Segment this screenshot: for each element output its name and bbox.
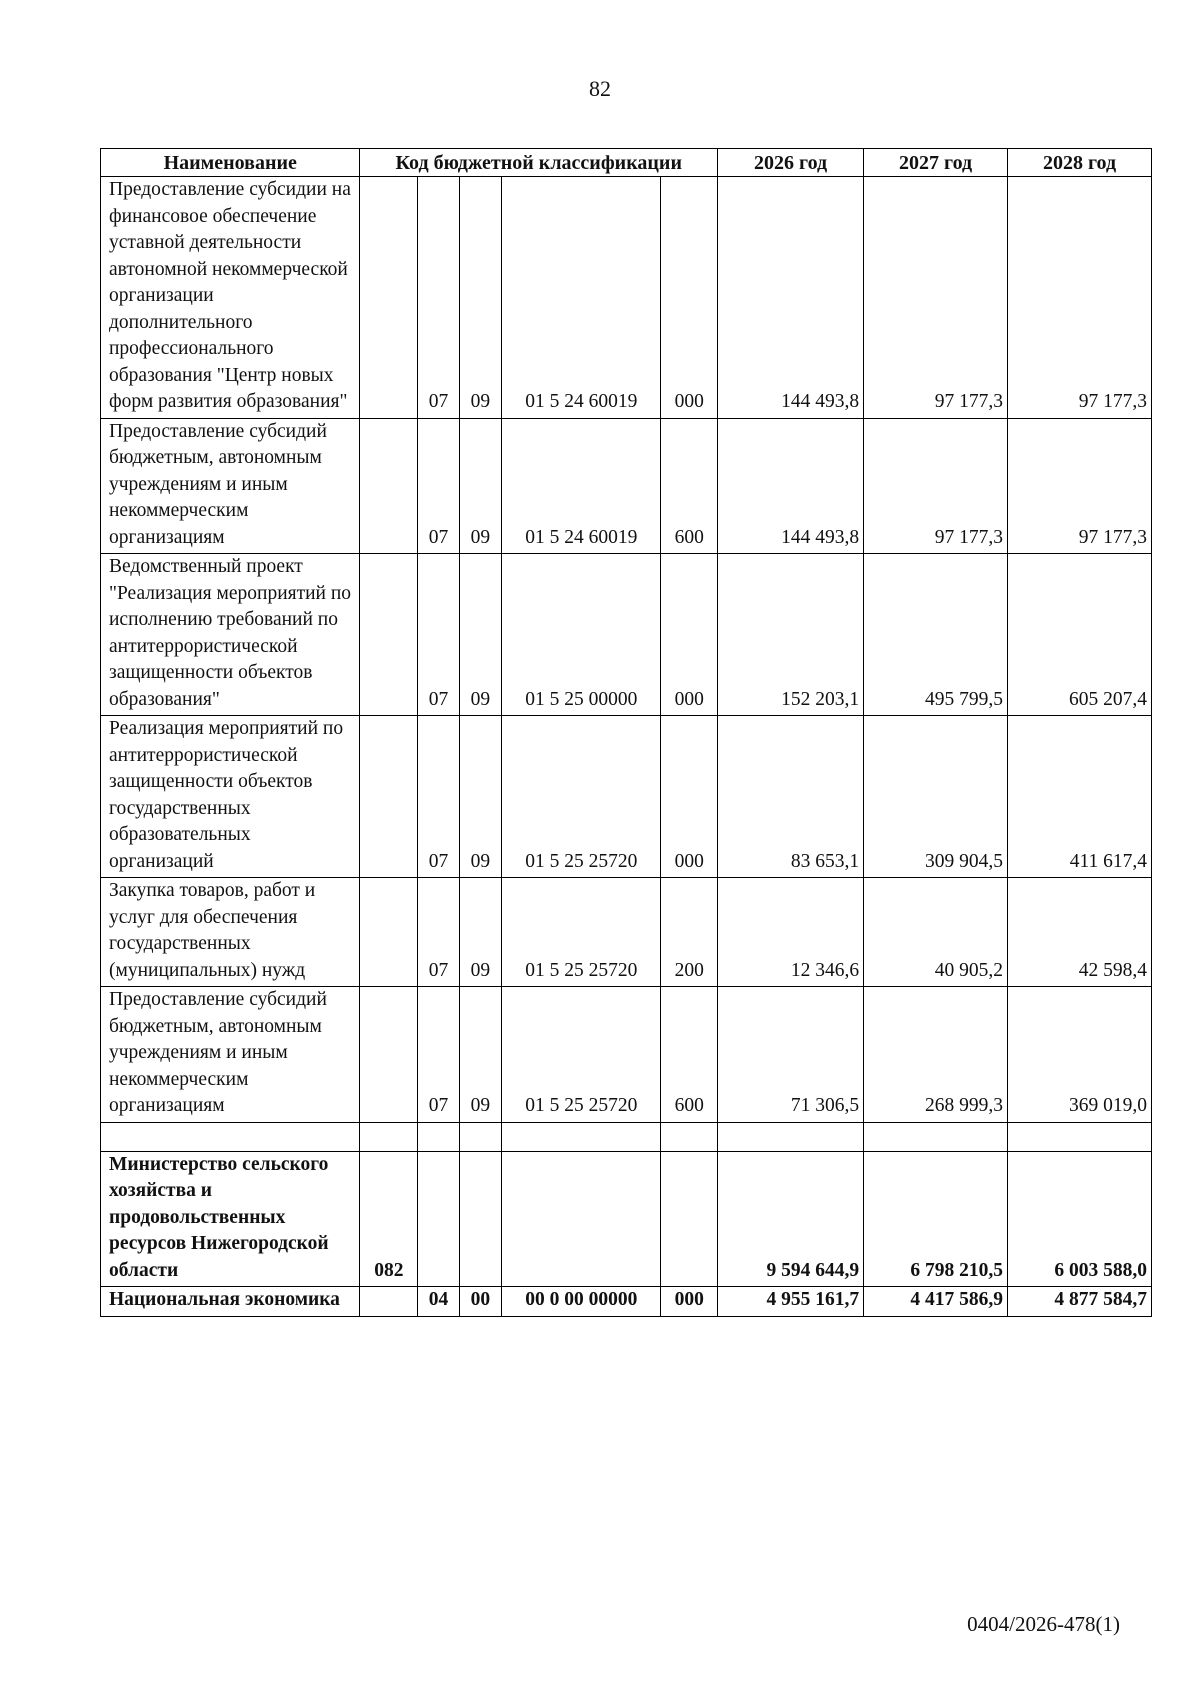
row-name: Предоставление субсидий бюджетным, автономным учреждениям и иным некоммерческим организациям bbox=[101, 987, 360, 1123]
value-2028: 42 598,4 bbox=[1008, 878, 1152, 987]
page-number: 82 bbox=[589, 76, 611, 101]
value-2027: 6 798 210,5 bbox=[864, 1151, 1008, 1287]
row-name bbox=[101, 1122, 360, 1151]
ministry-code bbox=[360, 878, 418, 987]
value-2027: 309 904,5 bbox=[864, 716, 1008, 878]
target-code: 01 5 25 25720 bbox=[502, 878, 661, 987]
header-2027: 2027 год bbox=[864, 149, 1008, 177]
value-2026: 12 346,6 bbox=[718, 878, 864, 987]
subsection-code: 09 bbox=[459, 987, 502, 1123]
table-row bbox=[101, 554, 1152, 716]
expense-code: 200 bbox=[661, 878, 718, 987]
value-2028: 605 207,4 bbox=[1008, 554, 1152, 716]
table-row bbox=[101, 177, 1152, 419]
ministry-code: 082 bbox=[360, 1151, 418, 1287]
value-2026: 144 493,8 bbox=[718, 177, 864, 419]
subsection-code: 09 bbox=[459, 716, 502, 878]
spacer-row bbox=[101, 1122, 1152, 1151]
value-2028 bbox=[1008, 1122, 1152, 1151]
section-code: 07 bbox=[418, 878, 459, 987]
value-2027: 40 905,2 bbox=[864, 878, 1008, 987]
header-2028: 2028 год bbox=[1008, 149, 1152, 177]
value-2027: 4 417 586,9 bbox=[864, 1287, 1008, 1317]
header-2026: 2026 год bbox=[718, 149, 864, 177]
budget-table bbox=[100, 148, 1152, 1317]
subsection-code: 09 bbox=[459, 878, 502, 987]
subsection-code: 09 bbox=[459, 177, 502, 419]
table-body bbox=[101, 177, 1152, 1317]
expense-code: 600 bbox=[661, 418, 718, 554]
row-name: Предоставление субсидии на финансовое обеспечение уставной деятельности автономной некоммерческой организации дополнительного профессионального образования "Центр новых форм развития образования" bbox=[101, 177, 360, 419]
value-2028: 97 177,3 bbox=[1008, 177, 1152, 419]
target-code bbox=[502, 1151, 661, 1287]
value-2026: 71 306,5 bbox=[718, 987, 864, 1123]
section-code: 07 bbox=[418, 716, 459, 878]
ministry-code bbox=[360, 177, 418, 419]
value-2028: 4 877 584,7 bbox=[1008, 1287, 1152, 1317]
row-name: Национальная экономика bbox=[101, 1287, 360, 1317]
section-code: 07 bbox=[418, 554, 459, 716]
section-code: 04 bbox=[418, 1287, 459, 1317]
subsection-code: 09 bbox=[459, 554, 502, 716]
value-2028: 369 019,0 bbox=[1008, 987, 1152, 1123]
value-2026 bbox=[718, 1122, 864, 1151]
table-row bbox=[101, 418, 1152, 554]
value-2027: 97 177,3 bbox=[864, 177, 1008, 419]
ministry-code bbox=[360, 1122, 418, 1151]
document-id: 0404/2026-478(1) bbox=[967, 1612, 1120, 1636]
target-code: 01 5 25 00000 bbox=[502, 554, 661, 716]
value-2026: 4 955 161,7 bbox=[718, 1287, 864, 1317]
ministry-code bbox=[360, 987, 418, 1123]
section-code: 07 bbox=[418, 987, 459, 1123]
table-row bbox=[101, 878, 1152, 987]
value-2027: 97 177,3 bbox=[864, 418, 1008, 554]
expense-code: 000 bbox=[661, 716, 718, 878]
target-code: 01 5 24 60019 bbox=[502, 177, 661, 419]
value-2026: 9 594 644,9 bbox=[718, 1151, 864, 1287]
value-2027 bbox=[864, 1122, 1008, 1151]
target-code: 01 5 25 25720 bbox=[502, 987, 661, 1123]
expense-code: 600 bbox=[661, 987, 718, 1123]
expense-code bbox=[661, 1122, 718, 1151]
value-2026: 152 203,1 bbox=[718, 554, 864, 716]
target-code: 01 5 25 25720 bbox=[502, 716, 661, 878]
value-2028: 411 617,4 bbox=[1008, 716, 1152, 878]
value-2026: 144 493,8 bbox=[718, 418, 864, 554]
table-row bbox=[101, 1287, 1152, 1317]
value-2026: 83 653,1 bbox=[718, 716, 864, 878]
expense-code: 000 bbox=[661, 1287, 718, 1317]
row-name: Министерство сельского хозяйства и продовольственных ресурсов Нижегородской области bbox=[101, 1151, 360, 1287]
table-row bbox=[101, 716, 1152, 878]
target-code: 01 5 24 60019 bbox=[502, 418, 661, 554]
target-code: 00 0 00 00000 bbox=[502, 1287, 661, 1317]
value-2027: 495 799,5 bbox=[864, 554, 1008, 716]
value-2028: 6 003 588,0 bbox=[1008, 1151, 1152, 1287]
target-code bbox=[502, 1122, 661, 1151]
ministry-code bbox=[360, 1287, 418, 1317]
header-code: Код бюджетной классификации bbox=[360, 149, 718, 177]
ministry-code bbox=[360, 554, 418, 716]
value-2027: 268 999,3 bbox=[864, 987, 1008, 1123]
section-code: 07 bbox=[418, 418, 459, 554]
table-row bbox=[101, 987, 1152, 1123]
row-name: Предоставление субсидий бюджетным, автономным учреждениям и иным некоммерческим организациям bbox=[101, 418, 360, 554]
expense-code bbox=[661, 1151, 718, 1287]
subsection-code: 00 bbox=[459, 1287, 502, 1317]
value-2028: 97 177,3 bbox=[1008, 418, 1152, 554]
subsection-code: 09 bbox=[459, 418, 502, 554]
ministry-code bbox=[360, 418, 418, 554]
expense-code: 000 bbox=[661, 554, 718, 716]
ministry-code bbox=[360, 716, 418, 878]
subsection-code bbox=[459, 1122, 502, 1151]
row-name: Ведомственный проект "Реализация мероприятий по исполнению требований по антитеррористической защищенности объектов образования" bbox=[101, 554, 360, 716]
header-name: Наименование bbox=[101, 149, 360, 177]
row-name: Закупка товаров, работ и услуг для обеспечения государственных (муниципальных) нужд bbox=[101, 878, 360, 987]
row-name: Реализация мероприятий по антитеррористической защищенности объектов государственных образовательных организаций bbox=[101, 716, 360, 878]
expense-code: 000 bbox=[661, 177, 718, 419]
table-header-row bbox=[101, 149, 1152, 177]
section-code bbox=[418, 1122, 459, 1151]
table-row bbox=[101, 1151, 1152, 1287]
section-code: 07 bbox=[418, 177, 459, 419]
section-code bbox=[418, 1151, 459, 1287]
subsection-code bbox=[459, 1151, 502, 1287]
